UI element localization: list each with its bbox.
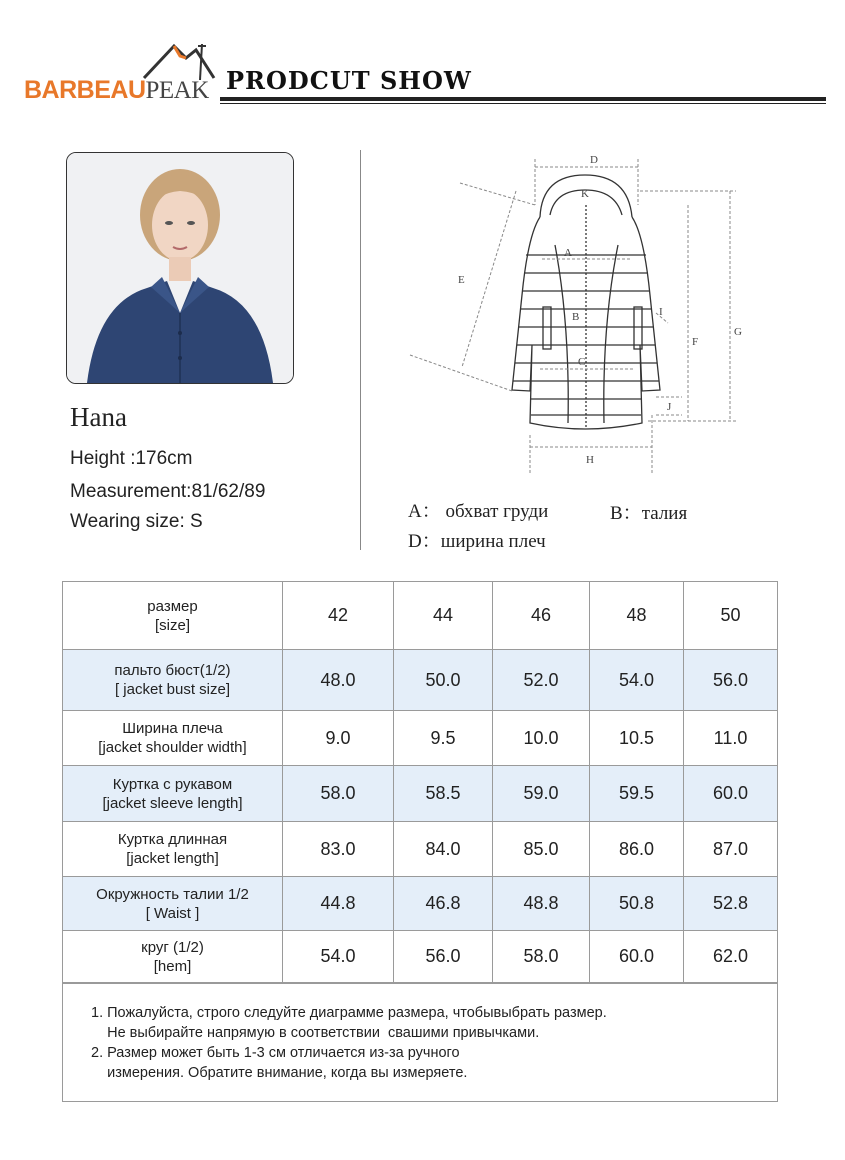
header-rule bbox=[220, 97, 826, 101]
table-cell: 58.0 bbox=[493, 931, 590, 983]
table-cell: 85.0 bbox=[493, 822, 590, 877]
size-notes bbox=[62, 983, 778, 1102]
diagram-label-e: E bbox=[458, 274, 465, 286]
row-label: Куртка длинная [jacket length] bbox=[63, 822, 283, 877]
brand-logo bbox=[24, 38, 224, 113]
diagram-label-c: C bbox=[578, 356, 586, 368]
model-name: Hana bbox=[70, 402, 127, 432]
row-label: пальто бюст(1/2) [ jacket bust size] bbox=[63, 650, 283, 711]
table-cell: 9.5 bbox=[394, 711, 493, 766]
table-row bbox=[63, 822, 778, 877]
table-cell: 50.8 bbox=[590, 877, 684, 931]
note-line: измерения. Обратите внимание, когда вы измеряете. bbox=[91, 1065, 468, 1081]
size-header-cell: 50 bbox=[684, 582, 778, 650]
table-cell: 83.0 bbox=[283, 822, 394, 877]
model-height: Height :176cm bbox=[70, 448, 193, 469]
table-cell: 10.5 bbox=[590, 711, 684, 766]
header-rule-thin bbox=[220, 103, 826, 104]
diagram-label-j: J bbox=[667, 401, 672, 413]
table-cell: 58.0 bbox=[283, 766, 394, 822]
table-row bbox=[63, 650, 778, 711]
table-cell: 48.8 bbox=[493, 877, 590, 931]
table-cell: 44.8 bbox=[283, 877, 394, 931]
table-cell: 52.0 bbox=[493, 650, 590, 711]
table-cell: 60.0 bbox=[590, 931, 684, 983]
row-label: круг (1/2) [hem] bbox=[63, 931, 283, 983]
table-cell: 87.0 bbox=[684, 822, 778, 877]
row-label: Куртка с рукавом [jacket sleeve length] bbox=[63, 766, 283, 822]
jacket-diagram bbox=[400, 145, 800, 485]
table-cell: 59.5 bbox=[590, 766, 684, 822]
diagram-label-f: F bbox=[692, 336, 699, 348]
diagram-label-a: A bbox=[564, 247, 572, 259]
model-photo bbox=[66, 152, 294, 384]
table-cell: 11.0 bbox=[684, 711, 778, 766]
table-cell: 10.0 bbox=[493, 711, 590, 766]
legend-d: D：ширина плеч bbox=[408, 531, 546, 552]
table-row bbox=[63, 766, 778, 822]
table-cell: 56.0 bbox=[684, 650, 778, 711]
model-wearing-size: Wearing size: S bbox=[70, 511, 203, 532]
note-line: 1. Пожалуйста, строго следуйте диаграмме размера, чтобывыбрать размер. bbox=[91, 1005, 607, 1021]
table-row bbox=[63, 711, 778, 766]
table-cell: 84.0 bbox=[394, 822, 493, 877]
size-chart-table bbox=[62, 581, 778, 983]
table-cell: 56.0 bbox=[394, 931, 493, 983]
table-row bbox=[63, 877, 778, 931]
mountain-icon bbox=[134, 40, 224, 80]
note-line: Не выбирайте напрямую в соответствии свашими привычками. bbox=[91, 1025, 540, 1041]
table-cell: 50.0 bbox=[394, 650, 493, 711]
diagram-label-b: B bbox=[572, 311, 580, 323]
size-header-cell: 42 bbox=[283, 582, 394, 650]
table-cell: 52.8 bbox=[684, 877, 778, 931]
diagram-label-g: G bbox=[734, 326, 742, 338]
row-label: Ширина плеча [jacket shoulder width] bbox=[63, 711, 283, 766]
brand-wordmark: BARBEAUPEAK bbox=[24, 76, 209, 104]
diagram-label-k: K bbox=[581, 188, 589, 200]
size-header-cell: 48 bbox=[590, 582, 684, 650]
note-line: 2. Размер может быть 1-3 см отличается из-за ручного bbox=[91, 1045, 460, 1061]
table-cell: 58.5 bbox=[394, 766, 493, 822]
header-title: PRODCUT SHOW bbox=[226, 66, 472, 95]
table-cell: 9.0 bbox=[283, 711, 394, 766]
legend-b: B：талия bbox=[610, 503, 688, 524]
table-cell: 54.0 bbox=[590, 650, 684, 711]
size-header-cell: 44 bbox=[394, 582, 493, 650]
diagram-label-h: H bbox=[586, 454, 594, 466]
table-cell: 46.8 bbox=[394, 877, 493, 931]
section-divider bbox=[360, 150, 361, 550]
table-cell: 62.0 bbox=[684, 931, 778, 983]
table-cell: 86.0 bbox=[590, 822, 684, 877]
table-header-row bbox=[63, 582, 778, 650]
diagram-label-d: D bbox=[590, 154, 598, 166]
row-label: Окружность талии 1/2 [ Waist ] bbox=[63, 877, 283, 931]
legend-a: A： обхват груди bbox=[408, 501, 549, 522]
model-measurement: Measurement:81/62/89 bbox=[70, 481, 266, 502]
size-header-cell: 46 bbox=[493, 582, 590, 650]
table-cell: 60.0 bbox=[684, 766, 778, 822]
size-header-label: размер [size] bbox=[63, 582, 283, 650]
table-cell: 59.0 bbox=[493, 766, 590, 822]
table-row bbox=[63, 931, 778, 983]
table-cell: 48.0 bbox=[283, 650, 394, 711]
table-cell: 54.0 bbox=[283, 931, 394, 983]
diagram-label-i: I bbox=[659, 306, 663, 318]
